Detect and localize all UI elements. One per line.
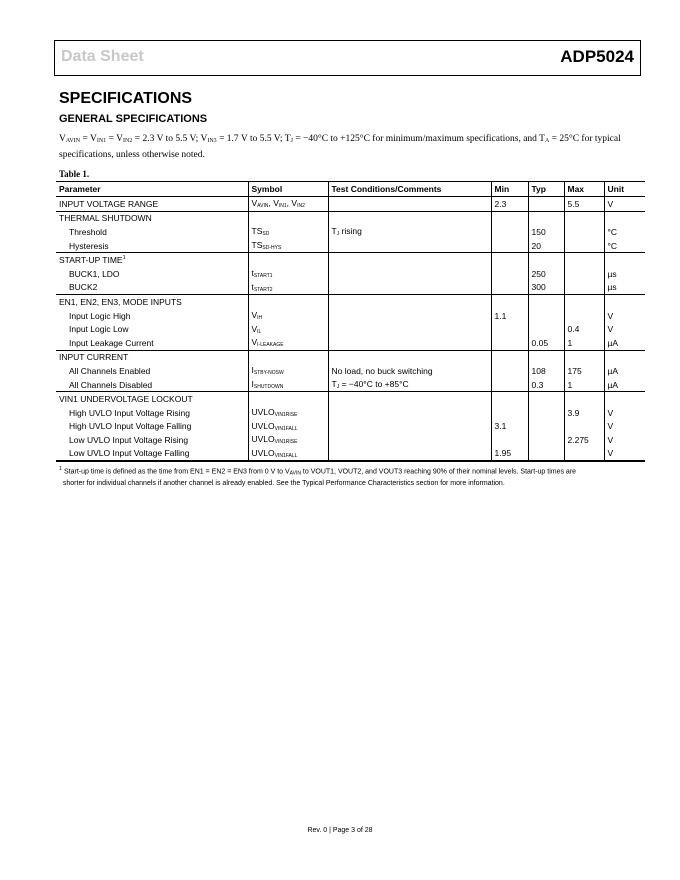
table-row: START-UP TIME$^1$ xyxy=(56,253,645,267)
table-footnote: $^1$ Start-up time is defined as the time from EN1 = EN2 = EN3 from 0 V to $V_{AVIN}$ to VOUT1, VOUT2, and VOUT3 reaching 90% of their nominal levels. Start-up times are shorter for individual channels if another channel is already enabled. See the Typical Performance Characteristics section for more information. xyxy=(59,466,577,487)
table-caption: Table 1. xyxy=(59,169,90,179)
table-row: Low UVLO Input Voltage Falling $UVLO_{VIN1FALL}$ 1.95 V xyxy=(56,447,645,462)
section-title: SPECIFICATIONS xyxy=(59,90,193,107)
spec-table xyxy=(56,181,645,462)
table-row: EN1, EN2, EN3, MODE INPUTS xyxy=(56,295,645,309)
col-header-symbol: Symbol xyxy=(248,182,328,197)
intro-paragraph: $V_{AVIN} = V_{IN1} = V_{IN2} = 2.3$ V to 5.5 V; $V_{IN3} = 1.7$ V to 5.5 V; $T_J = -40^\circ C$ to +125°C for minimum/maximum specifications, and $T_A = 25^\circ C$ for typical specifications, unless otherwise noted. xyxy=(59,134,621,160)
col-header-typ: Typ xyxy=(528,182,564,197)
table-row: BUCK1, LDO $t_{START1}$ 250 µs xyxy=(56,267,645,281)
table-row: Threshold $TS_{SD}$ $T_J$ rising 150 °C xyxy=(56,225,645,239)
table-row: High UVLO Input Voltage Falling $UVLO_{VIN1FALL}$ 3.1 V xyxy=(56,420,645,434)
table-row: All Channels Disabled $I_{SHUTDOWN}$ $T_J = -40^\circ C$ to +85°C 0.3 1 µA xyxy=(56,378,645,392)
table-row: High UVLO Input Voltage Rising $UVLO_{VIN1RISE}$ 3.9 V xyxy=(56,406,645,420)
header-doc-type: Data Sheet xyxy=(61,48,144,65)
table-row: Input Logic High $V_{IH}$ 1.1 V xyxy=(56,309,645,323)
table-row: Low UVLO Input Voltage Rising $UVLO_{VIN1RISE}$ 2.275 V xyxy=(56,433,645,447)
table-row: BUCK2 $t_{START2}$ 300 µs xyxy=(56,281,645,295)
col-header-unit: Unit xyxy=(604,182,645,197)
col-header-conditions: Test Conditions/Comments xyxy=(328,182,491,197)
table-row: THERMAL SHUTDOWN xyxy=(56,211,645,225)
table-header-row xyxy=(56,182,645,197)
table-row: All Channels Enabled $I_{STBY-NOSW}$ No load, no buck switching 108 175 µA xyxy=(56,364,645,378)
table-row: INPUT CURRENT xyxy=(56,350,645,364)
col-header-max: Max xyxy=(564,182,604,197)
page-footer: Rev. 0 | Page 3 of 28 xyxy=(307,827,373,834)
col-header-parameter: Parameter xyxy=(56,182,248,197)
page-header xyxy=(54,40,641,76)
table-row: Hysteresis $TS_{SD-HYS}$ 20 °C xyxy=(56,239,645,253)
table-row: INPUT VOLTAGE RANGE $V_{AVIN}$, $V_{IN1}$, $V_{IN2}$ 2.3 5.5 V xyxy=(56,197,645,212)
table-row: Input Logic Low $V_{IL}$ 0.4 V xyxy=(56,322,645,336)
col-header-min: Min xyxy=(491,182,528,197)
table-row: VIN1 UNDERVOLTAGE LOCKOUT xyxy=(56,392,645,406)
subsection-title: GENERAL SPECIFICATIONS xyxy=(59,113,208,125)
table-row: Input Leakage Current $V_{I-LEAKAGE}$ 0.05 1 µA xyxy=(56,336,645,350)
header-part-number: ADP5024 xyxy=(560,47,634,66)
